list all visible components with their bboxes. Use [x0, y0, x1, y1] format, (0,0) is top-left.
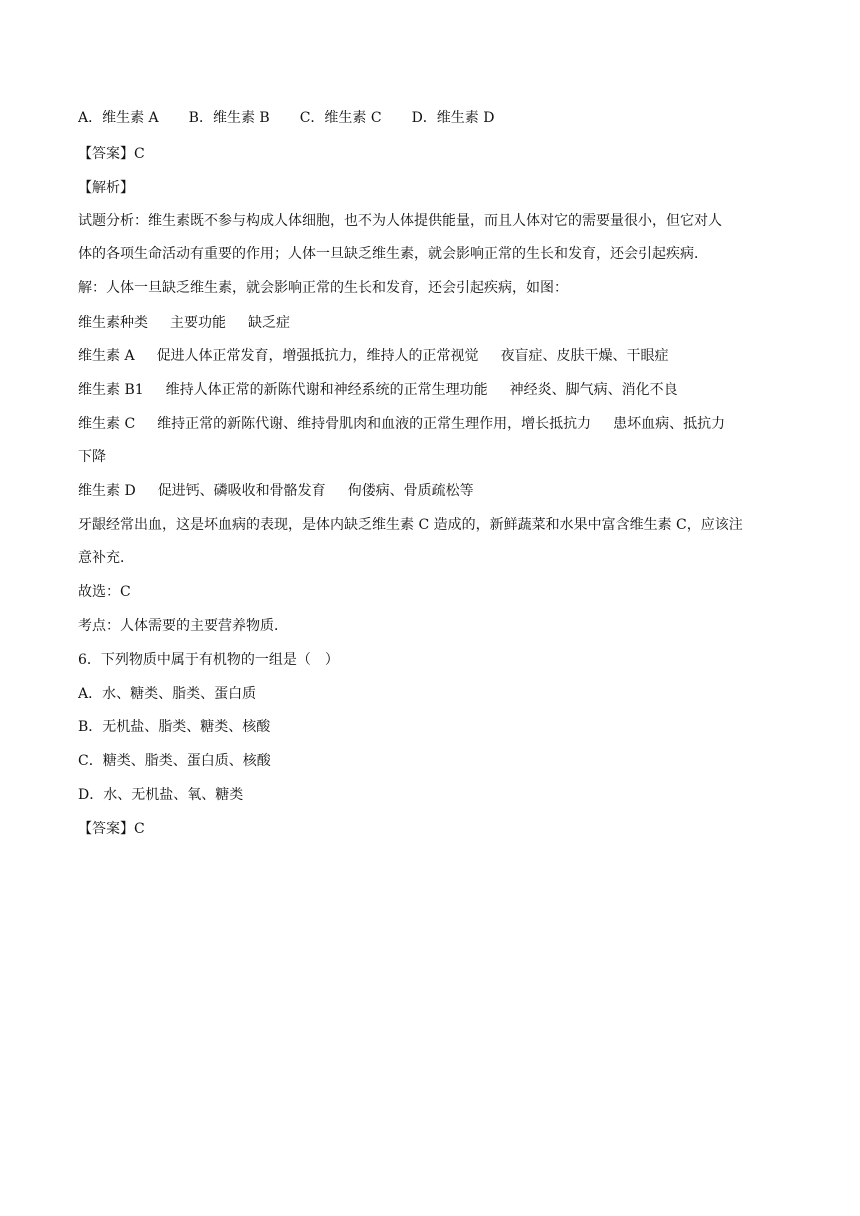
- q5-analysis-line-2: 体的各项生命活动有重要的作用；人体一旦缺乏维生素，就会影响正常的生长和发育，还会引起疾病．: [78, 246, 708, 262]
- q5-analysis-title: 【解析】: [78, 180, 134, 196]
- row-deficiency: 患坏血病、抵抗力: [613, 416, 726, 432]
- q6-answer: 【答案】C: [78, 821, 145, 837]
- vitamin-table-row: [78, 481, 790, 501]
- q5-choice: 故选：C: [78, 584, 131, 600]
- row-deficiency: 神经炎、脚气病、消化不良: [509, 382, 678, 398]
- row-deficiency: 夜盲症、皮肤干燥、干眼症: [500, 348, 669, 364]
- q6-option-d: D．水、无机盐、氧、糖类: [78, 787, 244, 803]
- vitamin-table-row: [78, 414, 790, 434]
- q5-option-b: B．维生素 B: [188, 110, 270, 126]
- q6-option-a: A．水、糖类、脂类、蛋白质: [78, 686, 257, 702]
- q5-option-a: A．维生素 A: [78, 110, 159, 126]
- q5-option-d: D．维生素 D: [411, 110, 495, 126]
- vitamin-table-row: [78, 380, 790, 400]
- q6-option-b: B．无机盐、脂类、糖类、核酸: [78, 719, 271, 735]
- q5-explain-line-2: 意补充．: [78, 550, 134, 566]
- row-vitamin: 维生素 D: [78, 483, 136, 499]
- vitamin-table-row-continuation: 下降: [78, 449, 106, 465]
- header-deficiency: 缺乏症: [248, 315, 290, 331]
- q5-answer: 【答案】C: [78, 146, 145, 162]
- q5-options-row: [78, 108, 790, 128]
- row-vitamin: 维生素 A: [78, 348, 135, 364]
- row-function: 促进钙、磷吸收和骨骼发育: [157, 483, 326, 499]
- q6-option-c: C．糖类、脂类、蛋白质、核酸: [78, 753, 271, 769]
- row-deficiency: 佝偻病、骨质疏松等: [347, 483, 474, 499]
- header-type: 维生素种类: [78, 315, 148, 331]
- q6-stem: 6．下列物质中属于有机物的一组是（ ）: [78, 652, 339, 668]
- q5-exam-point: 考点：人体需要的主要营养物质．: [78, 618, 288, 634]
- row-vitamin: 维生素 B1: [78, 382, 144, 398]
- q5-explain-line-1: 牙龈经常出血，这是坏血病的表现，是体内缺乏维生素 C 造成的，新鲜蔬菜和水果中富含维生素 C，应该注: [78, 517, 743, 533]
- vitamin-table-header: [78, 313, 790, 333]
- vitamin-table-row: [78, 346, 790, 366]
- row-function: 维持人体正常的新陈代谢和神经系统的正常生理功能: [165, 382, 488, 398]
- q5-option-c: C．维生素 C: [299, 110, 382, 126]
- row-function: 维持正常的新陈代谢、维持骨肌肉和血液的正常生理作用，增长抵抗力: [157, 416, 592, 432]
- q5-solution: 解：人体一旦缺乏维生素，就会影响正常的生长和发育，还会引起疾病，如图：: [78, 280, 568, 296]
- row-function: 促进人体正常发育，增强抵抗力，维持人的正常视觉: [156, 348, 479, 364]
- row-vitamin: 维生素 C: [78, 416, 136, 432]
- q5-analysis-line-1: 试题分析：维生素既不参与构成人体细胞，也不为人体提供能量，而且人体对它的需要量很小，但它对人: [78, 213, 722, 229]
- header-function: 主要功能: [170, 315, 226, 331]
